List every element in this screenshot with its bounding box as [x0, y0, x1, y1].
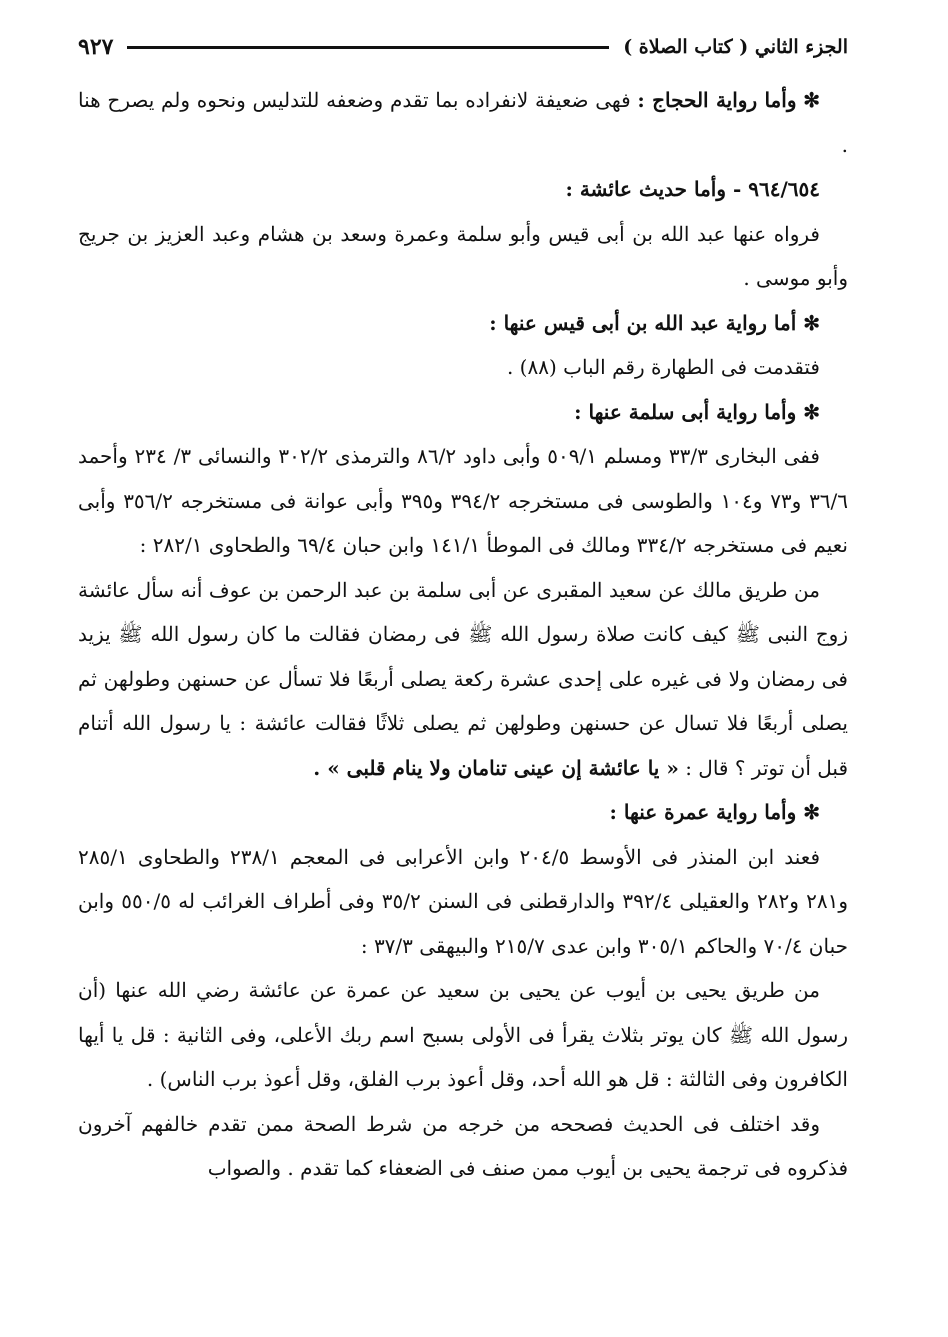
star-icon: ✻ [803, 800, 820, 824]
hadith-heading: ٩٦٤/٦٥٤ - وأما حديث عائشة : [565, 177, 820, 201]
star-icon: ✻ [803, 399, 820, 424]
paragraph-sources-amra: فعند ابن المنذر فى الأوسط ٢٠٤/٥ وابن الأعرابى فى المعجم ٢٣٨/١ والطحاوى ٢٨٥/١ و٢٨١ و٢٨٢ والعقيلى ٣٩٢/٤ والدارقطنى فى السنن ٣٥/٢ وفى أطراف الغرائب له ٥٥٠/٥ وابن حبان ٧٠/٤ والحاكم ٣٠٥/١ وابن عدى ٢١٥/٧ والبيهقى ٣٧/٣ : [78, 844, 848, 958]
heading-text: أما رواية عبد الله بن أبى قيس عنها : [489, 310, 797, 335]
paragraph-narrators: فرواه عنها عبد الله بن أبى قيس وأبو سلمة وعمرة وسعد بن هشام وعبد العزيز بن جريج وأبو موسى . [78, 221, 848, 290]
page-number: ٩٢٧ [78, 34, 114, 60]
star-icon: ✻ [803, 88, 820, 112]
section-lead-hajjaj: وأما رواية الحجاج : [637, 88, 797, 112]
paragraph-hajjaj [78, 78, 848, 167]
star-icon: ✻ [803, 310, 820, 335]
section-heading-abi-salama [78, 390, 848, 435]
page-body [78, 78, 848, 1191]
heading-text: وأما رواية عمرة عنها : [609, 800, 797, 824]
paragraph-witr-hadith: من طريق يحيى بن أيوب عن يحيى بن سعيد عن عمرة عن عائشة رضي الله عنها (أن رسول الله ﷺ كان يوتر بثلاث يقرأ فى الأولى بسبح اسم ربك الأعلى، وفى الثانية : قل يا أيها الكافرون وفى الثالثة : قل هو الله أحد، وقل أعوذ برب الفلق، وقل أعوذ برب الناس) . [78, 978, 848, 1091]
paragraph-text: فهى ضعيفة لانفراده بما تقدم وضعفه للتدليس ونحوه ولم يصرح هنا . [78, 88, 848, 157]
section-heading-abi-qays [78, 301, 848, 346]
paragraph-sources-abi-salama: ففى البخارى ٣٣/٣ ومسلم ٥٠٩/١ وأبى داود ٨٦/٢ والترمذى ٣٠٢/٢ والنسائى ٣/ ٢٣٤ وأحمد ٣٦/٦ و٧٣ و١٠٤ والطوسى فى مستخرجه ٣٩٤/٢ و٣٩٥ وأبى عوانة فى مستخرجه ٣٥٦/٢ وأبى نعيم فى مستخرجه ٣٣٤/٢ ومالك فى الموطأ ١٤١/١ وابن حبان ٦٩/٤ والطحاوى ٢٨٢/١ : [78, 444, 849, 557]
header-title: الجزء الثاني ( كتاب الصلاة ) [623, 36, 848, 58]
paragraph-hadith-text [78, 568, 848, 791]
heading-text: وأما رواية أبى سلمة عنها : [574, 399, 797, 424]
paragraph-text: من طريق مالك عن سعيد المقبرى عن أبى سلمة بن عبد الرحمن بن عوف أنه سأل عائشة زوج النبى ﷺ كيف كانت صلاة رسول الله ﷺ فى رمضان فقالت ما كان رسول الله ﷺ يزيد فى رمضان ولا فى غيره على إحدى عشرة ركعة يصلى أربعًا فلا تسأل عن حسنهن وطولهن ثم يصلى أربعًا فلا تسال عن حسنهن وطولهن ثم يصلى ثلاثًا فقالت عائشة : يا رسول الله أتنام قبل أن توتر ؟ قال : [78, 577, 848, 780]
section-heading-amra [78, 790, 848, 835]
running-header [78, 30, 848, 64]
paragraph-tahara-ref: فتقدمت فى الطهارة رقم الباب (٨٨) . [506, 355, 820, 379]
paragraph-disagreement: وقد اختلف فى الحديث فصححه من خرجه من شرط الصحة ممن تقدم خالفهم آخرون فذكروه فى ترجمة يحيى بن أيوب ممن صنف فى الضعفاء كما تقدم . والصواب [78, 1111, 848, 1180]
header-rule [127, 46, 609, 49]
prophet-quote: « يا عائشة إن عينى تنامان ولا ينام قلبى » . [313, 755, 679, 780]
